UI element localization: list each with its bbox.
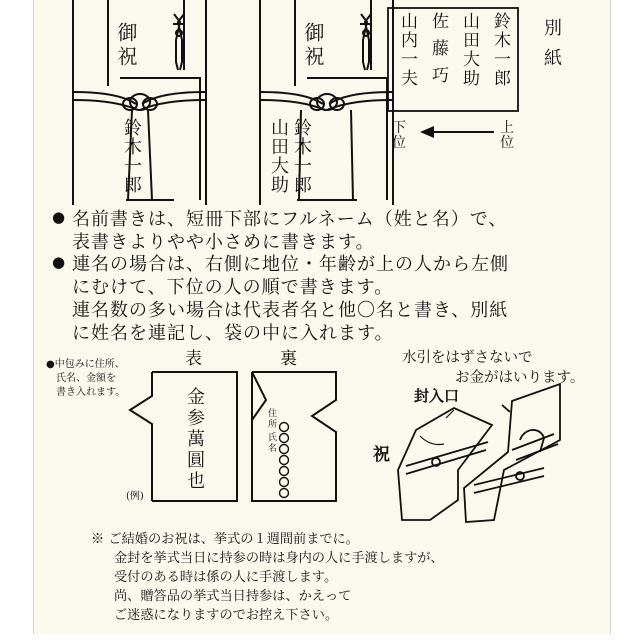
note-line-1: ●中包みに住所、 [46,359,125,370]
instruction-2-line-2: にむけて、下位の人の順で書きます。 [72,277,394,298]
iwai-label: 祝 [373,445,390,465]
footer-line-4: 尚、贈答品の挙式当日持参は、かえって [114,589,352,604]
betsushi-name-3: 佐藤巧 [428,12,448,93]
mizuhiki-caption-1: 水引をはずさないで [402,350,533,366]
entrance-label: 封入口 [414,387,460,405]
nakazutsumi-note [46,358,125,400]
note-line-2: 氏名、金額を [56,373,116,384]
envelope-right-name-right: 鈴木一郎 [291,118,312,194]
instruction-1-line-2: 表書きよりやや小さめに書きます。 [72,232,375,253]
footer-line-5: ご迷惑になりますのでお控え下さい。 [114,608,339,623]
envelope-right-name-left: 山田大助 [268,118,289,194]
footer-line-2: 金封を挙式当日に持参の時は身内の人に手渡しますが、 [114,551,444,566]
instruction-2-line-3: 連名数の多い場合は代表者名と他〇名と書き、別紙 [72,300,509,321]
bullet-1: ● [52,208,66,226]
note-bullet: ● [46,359,55,370]
footer-line-3: 受付のある時は係の人に手渡します。 [114,570,338,585]
instruction-2-line-4: に姓名を連記し、袋の中に入れます。 [72,323,394,344]
betsushi-name-1: 鈴木一郎 [490,12,510,88]
note-line-3: 書き入れます。 [56,387,126,398]
example-label: (例) [126,491,144,502]
address-label: 住所 [266,408,276,430]
betsushi-label: 別紙 [541,18,562,78]
envelope-right-title: 御祝 [301,22,325,70]
lower-label: 下位 [392,120,406,151]
betsushi-name-2: 山田大助 [459,12,479,88]
instruction-sheet [33,0,611,634]
name-label: 氏名 [266,432,276,454]
entry-circles [280,423,289,498]
front-label: 表 [185,349,202,369]
upper-label: 上位 [500,120,514,151]
mizuhiki-caption-2: お金がはいります。 [455,370,585,386]
instruction-2-line-1: 連名の場合は、右側に地位・年齢が上の人から左側 [72,254,509,275]
bullet-2: ● [52,253,66,271]
envelope-left-name: 鈴木一郎 [121,118,142,194]
envelope-left-title: 御祝 [114,22,138,70]
betsushi-name-4: 山内一夫 [397,12,417,88]
instruction-1-line-1: 名前書きは、短冊下部にフルネーム（姓と名）で、 [72,209,508,230]
footer-line-1: ※ ご結婚のお祝は、挙式の１週間前までに。 [91,532,359,547]
back-label: 裏 [280,349,297,369]
amount-text: 金参萬圓也 [184,387,205,492]
inner-envelope-back [252,372,336,501]
